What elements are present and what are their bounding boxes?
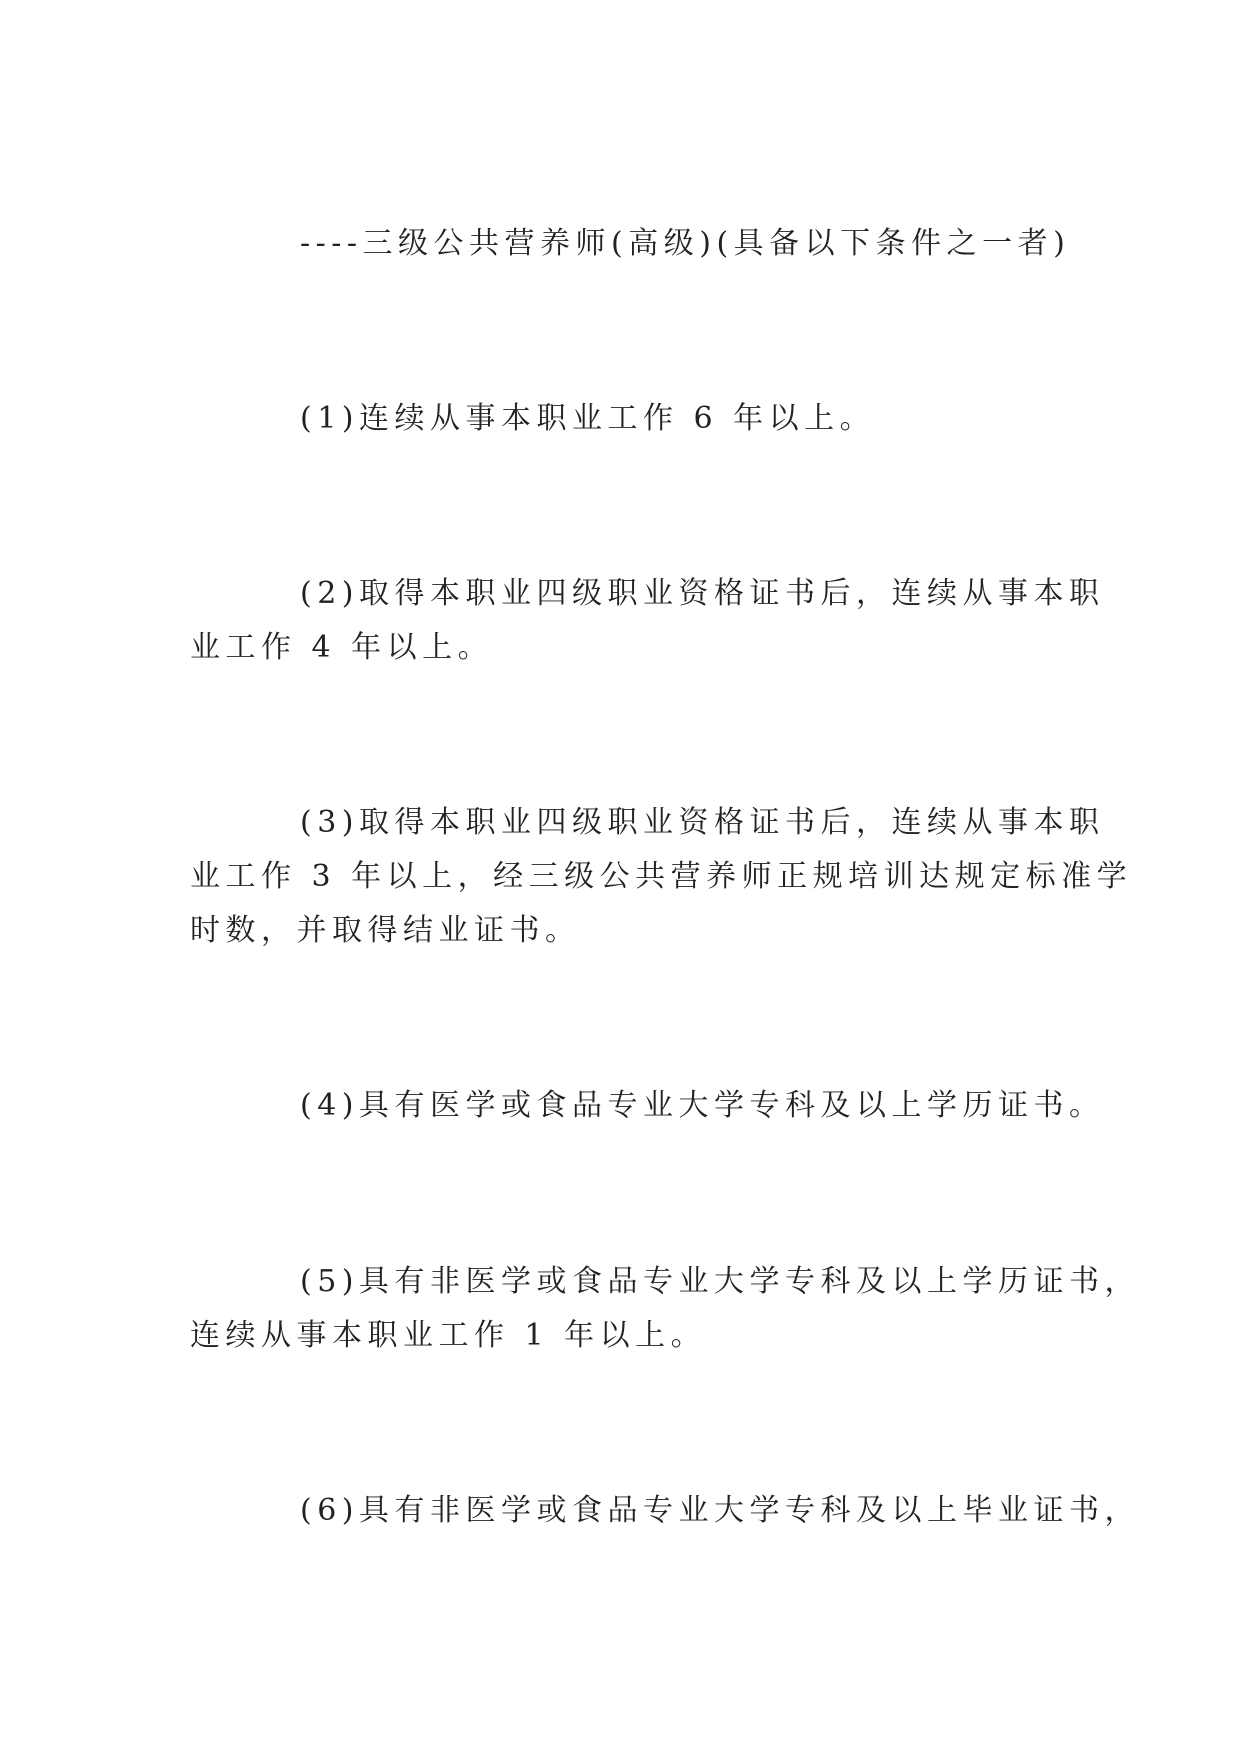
list-item-3-line-3: 时数，并取得结业证书。 — [190, 913, 581, 948]
list-item-3-line-2: 业工作 3 年以上，经三级公共营养师正规培训达规定标准学 — [190, 859, 1133, 894]
list-item-2-line-1: (2)取得本职业四级职业资格证书后，连续从事本职 — [300, 576, 1105, 611]
list-item-4-line-1: (4)具有医学或食品专业大学专科及以上学历证书。 — [300, 1088, 1105, 1123]
section-heading: ----三级公共营养师(高级)(具备以下条件之一者) — [300, 226, 1071, 261]
list-item-5-line-2: 连续从事本职业工作 1 年以上。 — [190, 1318, 707, 1353]
list-item-3-line-1: (3)取得本职业四级职业资格证书后，连续从事本职 — [300, 805, 1105, 840]
list-item-5-line-1: (5)具有非医学或食品专业大学专科及以上学历证书， — [300, 1264, 1140, 1299]
list-item-2-line-2: 业工作 4 年以上。 — [190, 630, 494, 665]
list-item-6-line-1: (6)具有非医学或食品专业大学专科及以上毕业证书， — [300, 1493, 1140, 1528]
list-item-1-line-1: (1)连续从事本职业工作 6 年以上。 — [300, 401, 876, 436]
